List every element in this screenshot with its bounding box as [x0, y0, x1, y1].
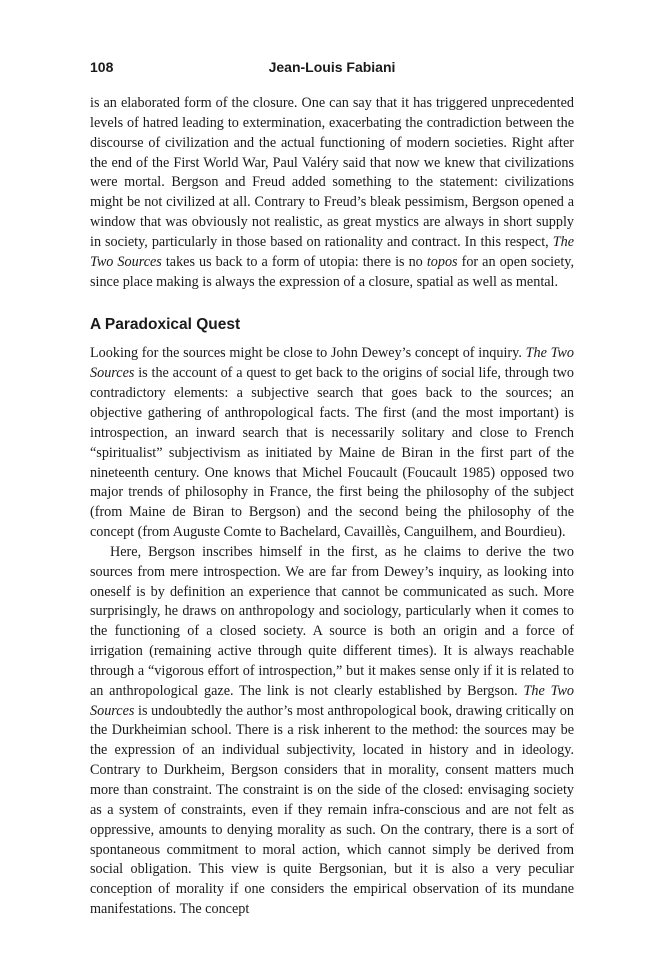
paragraph-2-text-2: is the account of a quest to get back to the origins of social life, through two contradictory elements: a subjective search that goes back to the sources; an objective gathering of anthropological facts. The first (and the most important) is introspection, an inward search that is necessarily solitary and close to French “spiritualist” subjectivism as initiated by Maine de Biran in the first part of the nineteenth century. One knows that Michel Foucault (Foucault 1985) opposed two major trends of philosophy in France, the first being the philosophy of the subject (from Maine de Biran to Bergson) and the second being the philosophy of the concept (from Auguste Comte to Bachelard, Cavaillès, Canguilhem, and Bourdieu). [90, 365, 574, 541]
book-title-italic: The Two Sources [90, 682, 574, 719]
paragraph-3-text-1: Here, Bergson inscribes himself in the first, as he claims to derive the two sources from mere introspection. We are far from Dewey’s inquiry, as looking into oneself is by definition an experience that cannot be communicated as such. More surprisingly, he draws on anthropology and sociology, particularly when it comes to the functioning of a closed society. A source is both an origin and a force of irrigation (remaining active through quite different times). It is always reachable through a “vigorous effort of introspection,” but it makes sense only if it is related to an anthropological gaze. The link is not clearly established by Bergson. [90, 543, 574, 699]
book-title-italic: The Two Sources [90, 233, 574, 270]
running-head [90, 56, 574, 78]
topos-italic: topos [426, 253, 458, 270]
book-title-italic: The Two Sources [90, 345, 574, 382]
paragraph-3 [90, 543, 574, 920]
page-number: 108 [90, 59, 114, 75]
paragraph-1-text-2: takes us back to a form of utopia: there is no [161, 253, 427, 270]
section-heading: A Paradoxical Quest [90, 316, 241, 334]
running-head-author: Jean-Louis Fabiani [268, 59, 396, 75]
paragraph-3-text-2: is undoubtedly the author’s most anthropological book, drawing critically on the Durkheimian school. There is a risk inherent to the method: the sources may be the expression of an individual subjectivity, located in history and in ideology. Contrary to Durkheim, Bergson considers that in morality, consent matters much more than constraint. The constraint is on the side of the closed: envisaging society as a system of constraints, even if they remain infra-conscious and are not felt as oppressive, amounts to denying morality as such. On the contrary, there is a sort of spontaneous commitment to moral action, which cannot simply be derived from social obligation. This view is quite Bergsonian, but it is also a very peculiar conception of morality if one considers the empirical observation of its mundane manifestations. The concept [90, 702, 574, 918]
body-text [90, 94, 574, 920]
paragraph-2-text-1: Looking for the sources might be close to John Dewey’s concept of inquiry. [90, 345, 526, 362]
paragraph-1-text-1: is an elaborated form of the closure. One can say that it has triggered unprecedented levels of hatred leading to extermination, exacerbating the contradiction between the discourse of civilization and the actual functioning of modern societies. Right after the end of the First World War, Paul Valéry said that now we knew that civilizations were mortal. Bergson and Freud added something to the statement: civilizations might be not civilized at all. Contrary to Freud’s bleak pessimism, Bergson opened a window that was obviously not realistic, as great mystics are always in short supply in society, particularly in those based on rationality and contract. In this respect, [90, 95, 574, 250]
paragraph-1-text-3: for an open society, since place making is always the expression of a closure, spatial as well as mental. [90, 253, 574, 290]
paragraph-1 [90, 94, 574, 292]
book-page [90, 56, 574, 920]
paragraph-2 [90, 344, 574, 542]
